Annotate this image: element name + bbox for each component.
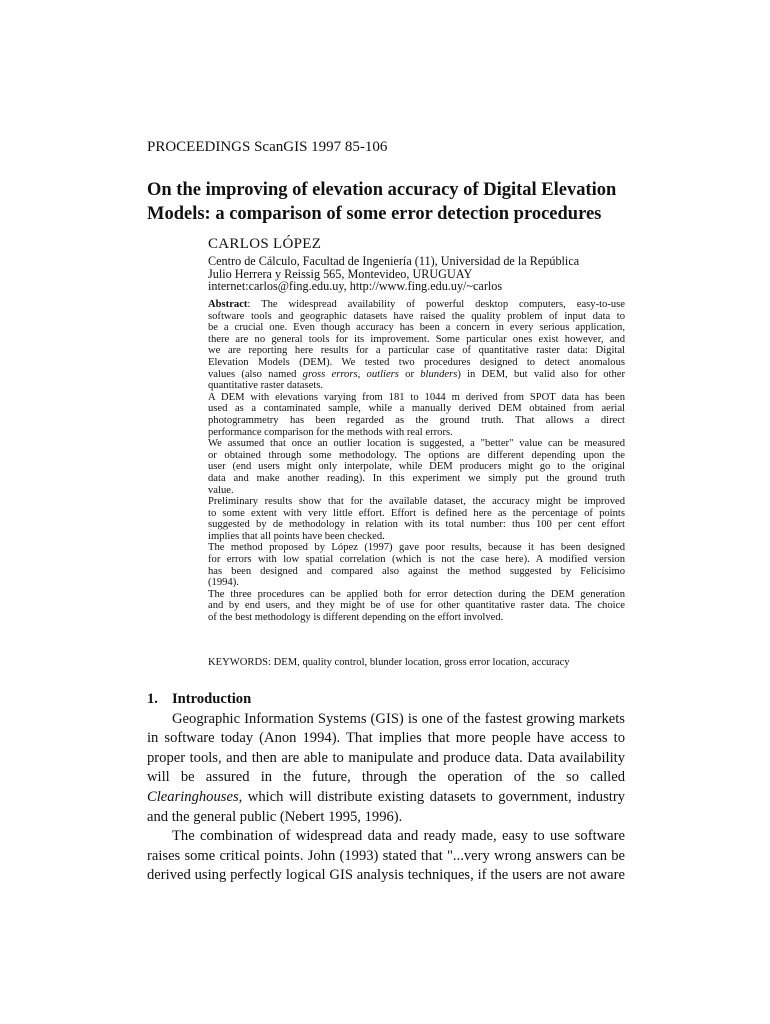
text-line: We assumed that once an outlier location is suggested, a "better" value can be measured	[208, 438, 625, 450]
text-line: has been designed and compared also against the method suggested by Felicísimo	[208, 565, 625, 577]
text-line: will be assured in the future, through the operation of the so called	[147, 769, 625, 786]
title-line: Models: a comparison of some error detection procedures	[147, 204, 602, 224]
introduction-section	[147, 690, 625, 886]
paragraph	[208, 299, 625, 392]
text-line: and the general public (Nebert 1995, 1996).	[147, 808, 403, 825]
paper-title	[147, 178, 627, 226]
text-line: there are no general tools for its improvement. Some particular ones exist however, and	[208, 333, 625, 345]
abstract	[208, 299, 625, 624]
text-segment: or	[398, 368, 421, 380]
paragraph	[208, 589, 625, 624]
emphasis-text: gross errors	[302, 368, 358, 380]
text-line: Preliminary results show that for the available dataset, the accuracy might be improved	[208, 496, 625, 508]
text-line: Elevation Models (DEM). We tested two procedures designed to detect anomalous	[208, 356, 625, 368]
title-line: On the improving of elevation accuracy of Digital Elevation	[147, 180, 617, 200]
text-line: or obtained through some methodology. The options are different depending upon the	[208, 449, 625, 461]
text-line: proper tools, and then are able to manipulate and produce data. Data availability	[147, 749, 625, 766]
paragraph	[208, 392, 625, 438]
text-line: The three procedures can be applied both for error detection during the DEM generation	[208, 588, 625, 600]
text-line: Geographic Information Systems (GIS) is one of the fastest growing markets	[172, 710, 625, 727]
text-line: of the best methodology is different depending on the effort involved.	[208, 612, 504, 624]
text-line	[208, 369, 625, 381]
body-text	[147, 710, 625, 886]
text-line: quantitative raster datasets.	[208, 380, 324, 392]
text-line: value.	[208, 484, 234, 496]
text-line: The combination of widespread data and ready made, easy to use software	[172, 828, 625, 845]
text-line: we are reporting here results for a particular case of quantitative raster data: Digital	[208, 345, 625, 357]
emphasis-text: Clearinghouses	[147, 788, 239, 805]
section-title: Introduction	[172, 691, 252, 707]
affiliation-contact: internet:carlos@fing.edu.uy, http://www.fing.edu.uy/~carlos	[208, 279, 503, 294]
author-name: CARLOS LÓPEZ	[208, 236, 322, 252]
emphasis-text: outliers	[366, 368, 399, 380]
text-line: and by end users, and they might be of use for other quantitative raster data. The choice	[208, 600, 625, 612]
proceedings-header: PROCEEDINGS ScanGIS 1997 85-106	[147, 139, 388, 155]
text-segment: values (also named	[208, 368, 303, 380]
keywords: KEYWORDS: DEM, quality control, blunder location, gross error location, accuracy	[208, 657, 570, 668]
text-line: A DEM with elevations varying from 181 to 1044 m derived from SPOT data has been	[208, 391, 625, 403]
text-line: in software today (Anon 1994). That implies that more people have access to	[147, 730, 625, 747]
paragraph	[208, 496, 625, 542]
affiliation-line: Centro de Cálculo, Facultad de Ingeniería (11), Universidad de la República	[208, 254, 580, 268]
abstract-label: Abstract	[208, 299, 248, 310]
text-line: performance comparison for the methods with real errors.	[208, 426, 453, 438]
text-line	[147, 788, 625, 808]
emphasis-text: blunders	[420, 368, 458, 380]
text-line: data and make another reading). In this experiment we simply put the ground truth	[208, 472, 625, 484]
text-line: photogrammetry has been regarded as the ground truth. That allows a direct	[208, 414, 625, 426]
text-segment: ) in DEM, but valid also for other	[457, 368, 626, 380]
text-line: raises some critical points. John (1993) stated that "...very wrong answers can be	[147, 847, 625, 864]
text-line: software tools and geographic datasets have raised the quality problem of input data to	[208, 310, 625, 322]
text-line: for errors with low spatial correlation (which is not the case here). A modified version	[208, 554, 625, 566]
text-line: implies that all points have been checked.	[208, 530, 385, 542]
affiliation-line: Julio Herrera y Reissig 565, Montevideo, URUGUAY	[208, 266, 473, 281]
text-line: suggested by de methodology in relation with its total number: thus 100 per cent effort	[208, 519, 625, 531]
text-line: (1994).	[208, 577, 239, 589]
text-line	[208, 299, 625, 311]
paragraph	[147, 710, 625, 828]
text-segment: ,	[357, 368, 367, 380]
text-segment: , which will distribute existing datasets to government, industry	[238, 788, 625, 805]
section-number: 1.	[147, 691, 158, 707]
section-heading	[147, 690, 625, 710]
paragraph	[208, 542, 625, 588]
author-affiliation	[208, 255, 579, 293]
text-line: user (end users might only interpolate, while DEM producers might go to the original	[208, 461, 625, 473]
paragraph	[208, 438, 625, 496]
paragraph	[147, 827, 625, 886]
text-segment: : The widespread availability of powerful desktop computers, easy-to-use	[247, 299, 625, 310]
text-line: used as a contaminated sample, while a manually derived DEM obtained from aerial	[208, 403, 625, 415]
text-line: be a crucial one. Even though accuracy has been a concern in every serious application,	[208, 322, 625, 334]
text-line: The method proposed by López (1997) gave poor results, because it has been designed	[208, 542, 625, 554]
text-line: to some extent with very little effort. Effort is defined here as the percentage of points	[208, 507, 625, 519]
text-line: derived using perfectly logical GIS analysis techniques, if the users are not aware	[147, 867, 625, 884]
